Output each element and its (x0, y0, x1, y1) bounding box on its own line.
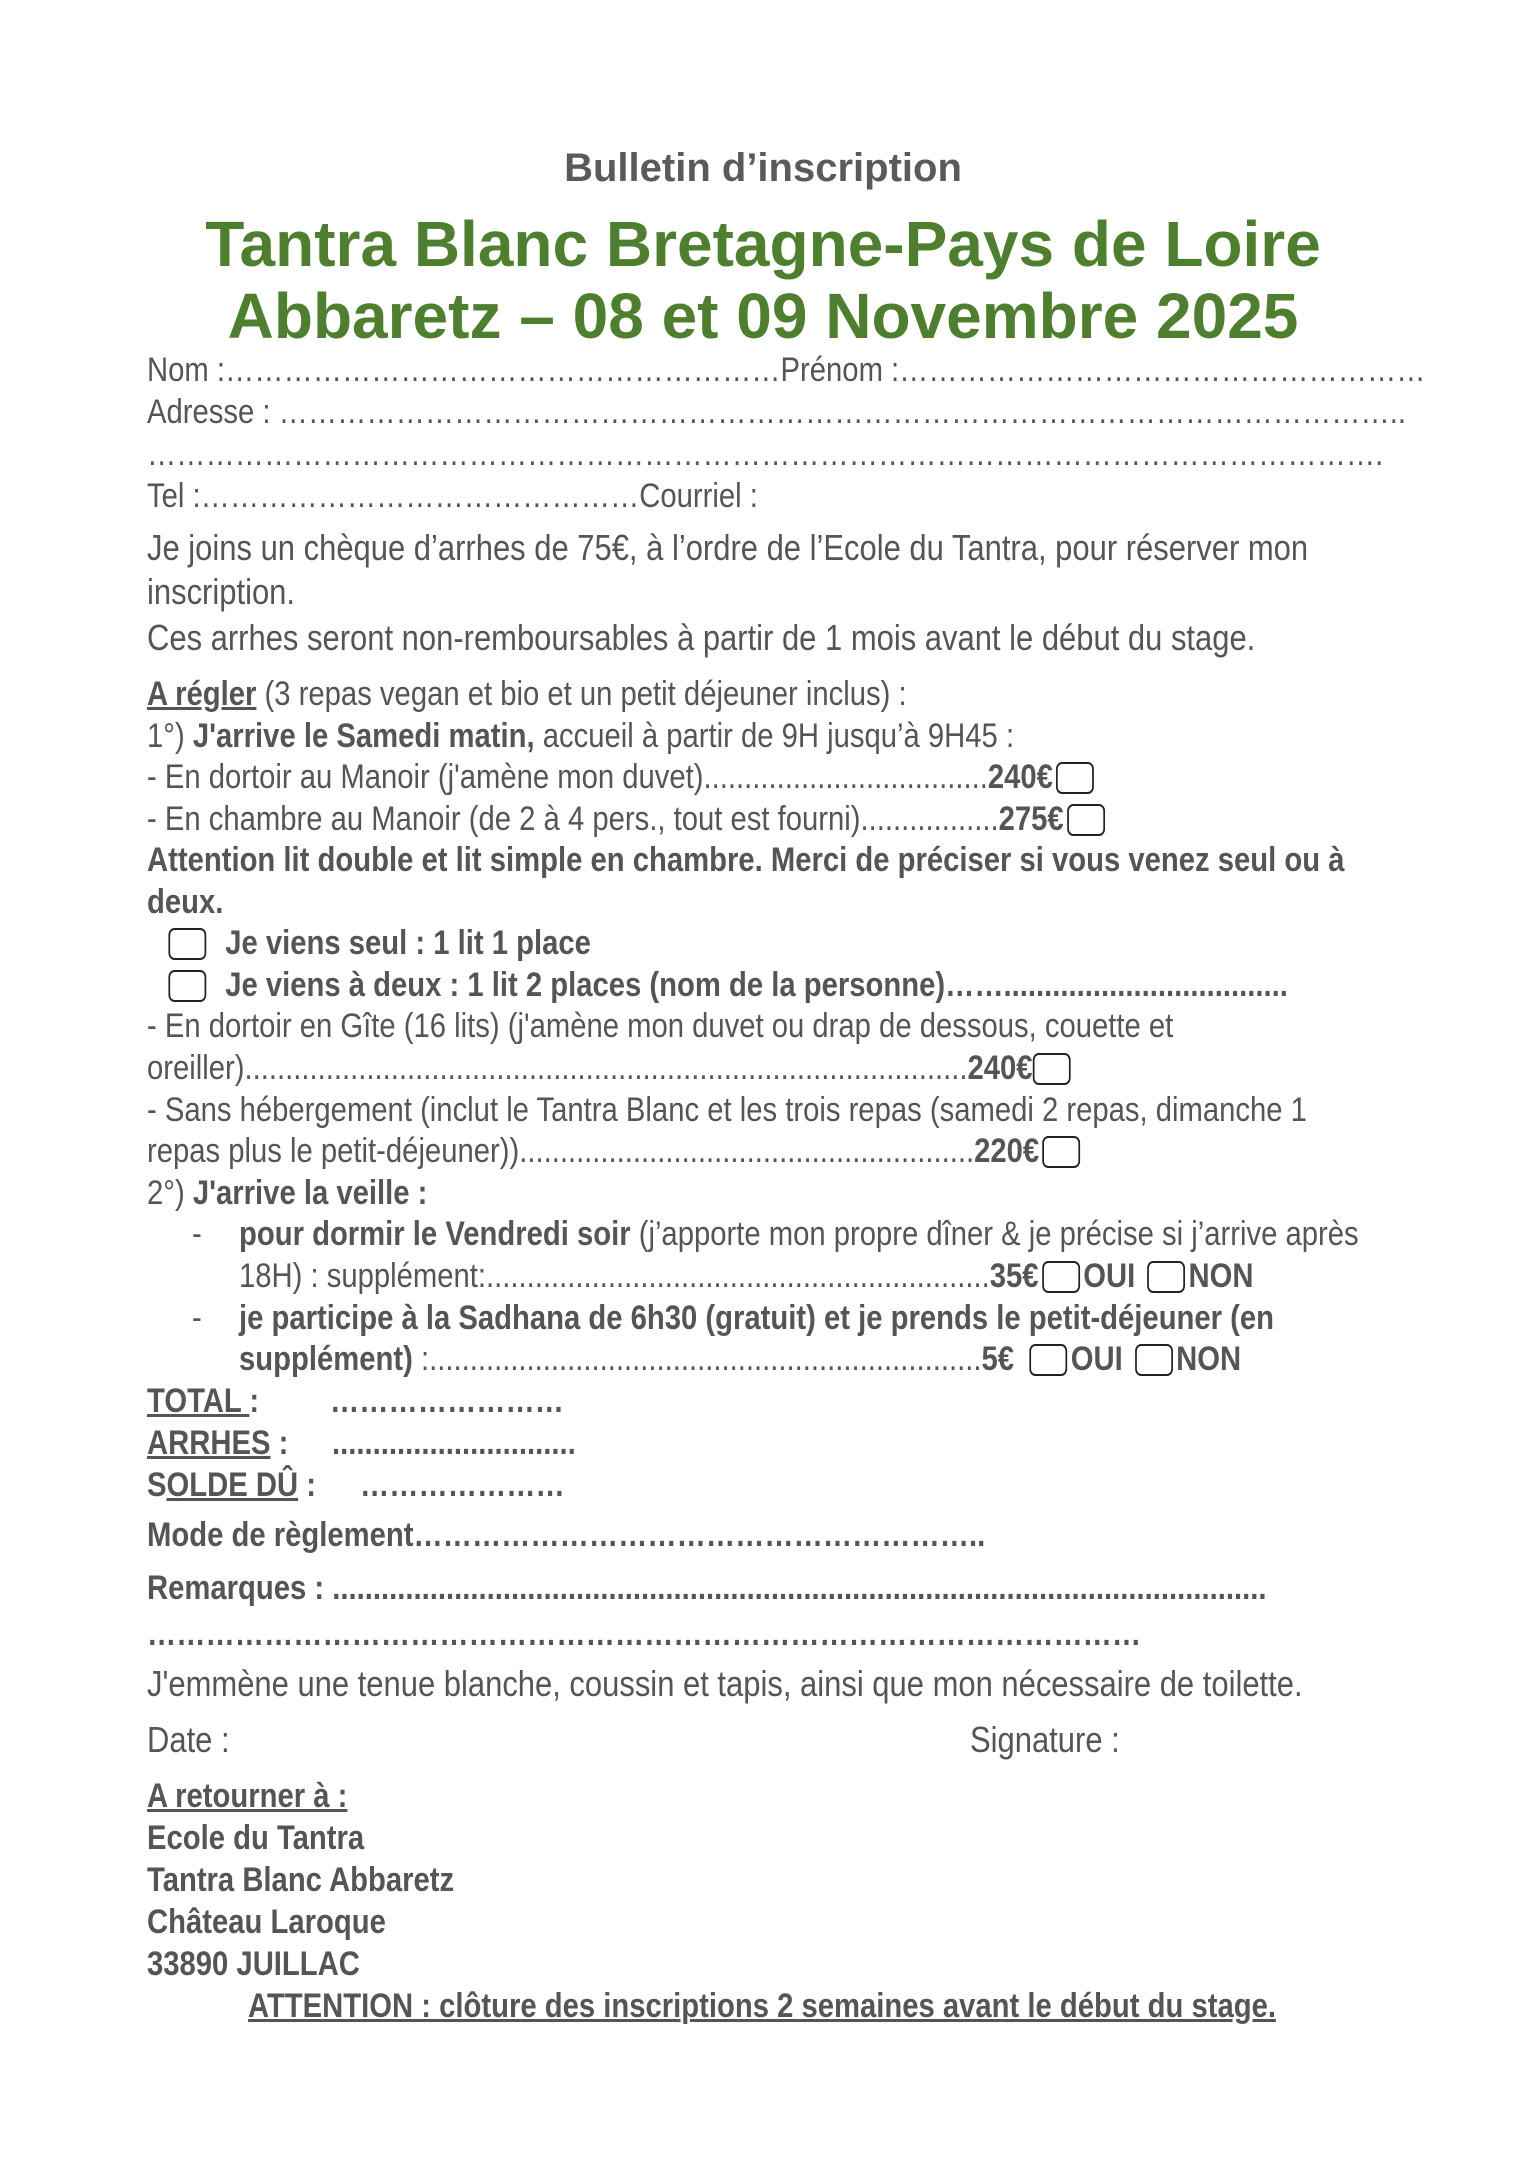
total-colon: : (249, 1382, 260, 1420)
section1-number: 1°) (147, 717, 193, 755)
arrhes-label: ARRHES (147, 1424, 271, 1462)
checkbox-sadhana-non[interactable] (1135, 1344, 1173, 1376)
intro-line-3: Ces arrhes seront non-remboursables à partir de 1 mois avant le début du stage. (147, 617, 1256, 658)
veille-oui-label: OUI (1083, 1257, 1136, 1295)
retour-line-3: Château Laroque (147, 1903, 386, 1941)
veille-price: 35€ (989, 1257, 1039, 1295)
intro-line-1: Je joins un chèque d’arrhes de 75€, à l’ordre de l’Ecole du Tantra, pour réserver mon (147, 527, 1309, 568)
tel-courriel-line: Tel :………………………………………Courriel : (147, 477, 758, 515)
checkbox-seul[interactable] (168, 928, 206, 960)
section2-title (147, 1173, 427, 1213)
a-regler-label: A régler (147, 675, 257, 713)
form-subtitle: Bulletin d’inscription (564, 146, 962, 190)
solde-label: OLDE DÛ (166, 1466, 299, 1504)
section1-bold: J'arrive le Samedi matin, (192, 717, 535, 755)
event-title-line2: Abbaretz – 08 et 09 Novembre 2025 (227, 280, 1299, 352)
option-chambre-manoir-label: - En chambre au Manoir (de 2 à 4 pers., tout est fourni)................. (147, 800, 999, 838)
total-label: TOTAL (147, 1382, 250, 1420)
option-deux-label: Je viens à deux : 1 lit 2 places (nom de la personne)……................................... (225, 966, 1288, 1004)
solde-row (147, 1465, 316, 1505)
retour-line-1: Ecole du Tantra (147, 1819, 365, 1857)
adresse-line-2: ………………………………………………………………………………………………………………. (147, 435, 1384, 473)
pricing-heading (147, 674, 907, 714)
checkbox-chambre-manoir[interactable] (1067, 804, 1105, 836)
option-gite-label: oreiller)......................................................................................... (147, 1049, 968, 1087)
mode-reglement: Mode de règlement………………………………………………….. (147, 1516, 986, 1554)
option-sans-line1: - Sans hébergement (inclut le Tantra Blanc et les trois repas (samedi 2 repas, dimanche 1 (147, 1091, 1307, 1129)
retour-line-4: 33890 JUILLAC (147, 1945, 360, 1983)
veille-line1 (239, 1214, 1359, 1254)
checkbox-veille-non[interactable] (1147, 1261, 1185, 1293)
veille-rest: (j’apporte mon propre dîner & je précise si j’arrive après (630, 1215, 1359, 1253)
sadhana-line1: je participe à la Sadhana de 6h30 (gratuit) et je prends le petit-déjeuner (en (239, 1299, 1275, 1337)
option-sans-label: repas plus le petit-déjeuner))........................................................ (147, 1132, 975, 1170)
sadhana-line2 (239, 1339, 1241, 1379)
checkbox-veille-oui[interactable] (1042, 1261, 1080, 1293)
option-gite-price: 240€ (967, 1049, 1033, 1087)
sadhana-bullet: - (192, 1299, 202, 1337)
total-dots: …………………… (330, 1382, 564, 1420)
signature-label: Signature : (970, 1719, 1120, 1760)
retour-heading: A retourner à : (147, 1777, 348, 1815)
attention-line-2: deux. (147, 883, 224, 921)
intro-line-2: inscription. (147, 571, 295, 612)
arrhes-row (147, 1423, 288, 1463)
section2-bold: J'arrive la veille : (192, 1174, 428, 1212)
a-regler-note: (3 repas vegan et bio et un petit déjeuner inclus) : (256, 675, 907, 713)
sadhana-price: 5€ (981, 1340, 1015, 1378)
sadhana-rest: :.................................................................... (412, 1340, 982, 1378)
option-dortoir-manoir-price: 240€ (987, 758, 1053, 796)
option-sans-line2 (147, 1131, 1084, 1171)
veille-bold: pour dormir le Vendredi soir (239, 1215, 631, 1253)
sadhana-oui-label: OUI (1070, 1340, 1123, 1378)
event-title-line1: Tantra Blanc Bretagne-Pays de Loire (205, 208, 1321, 280)
option-seul-label: Je viens seul : 1 lit 1 place (225, 924, 591, 962)
option-deux (165, 965, 1288, 1005)
option-chambre-manoir-price: 275€ (998, 800, 1064, 838)
option-dortoir-manoir-label: - En dortoir au Manoir (j'amène mon duvet)................................... (147, 758, 988, 796)
option-sans-price: 220€ (974, 1132, 1040, 1170)
attention-line-1: Attention lit double et lit simple en chambre. Merci de préciser si vous venez seul ou à (147, 841, 1345, 879)
veille-bullet: - (192, 1215, 202, 1253)
adresse-line: Adresse : …………………………………………………………………………………………………….. (147, 393, 1407, 431)
checkbox-sans-hebergement[interactable] (1043, 1136, 1081, 1168)
nom-prenom-line: Nom :…………………………………………………Prénom :……………………………………………… (147, 351, 1426, 389)
sadhana-bold: supplément) (239, 1340, 413, 1378)
checkbox-sadhana-oui[interactable] (1030, 1344, 1068, 1376)
remarques-line2: ………………………………………………………………………………………… (147, 1615, 1142, 1653)
event-title (0, 208, 1526, 352)
remarques: Remarques : ................................................................................................................... (147, 1569, 1267, 1607)
section1-rest: accueil à partir de 9H jusqu’à 9H45 : (534, 717, 1015, 755)
veille-non-label: NON (1188, 1257, 1254, 1295)
veille-supplement-label: 18H) : supplément:.............................................................. (239, 1257, 990, 1295)
solde-dots: ………………… (360, 1466, 565, 1504)
date-label: Date : (147, 1719, 230, 1760)
emmene-text: J'emmène une tenue blanche, coussin et tapis, ainsi que mon nécessaire de toilette. (147, 1663, 1303, 1704)
option-dortoir-manoir (147, 757, 1098, 797)
checkbox-gite[interactable] (1033, 1053, 1071, 1085)
total-row (147, 1381, 259, 1421)
option-chambre-manoir (147, 799, 1108, 839)
checkbox-deux[interactable] (168, 970, 206, 1002)
option-seul (165, 923, 591, 963)
sadhana-non-label: NON (1176, 1340, 1242, 1378)
solde-colon: : (298, 1466, 316, 1504)
attention-final: ATTENTION : clôture des inscriptions 2 semaines avant le début du stage. (248, 1987, 1276, 2025)
veille-line2 (239, 1256, 1254, 1296)
section2-number: 2°) (147, 1174, 193, 1212)
option-gite-line2 (147, 1048, 1074, 1088)
section1-title (147, 716, 1014, 756)
option-gite-line1: - En dortoir en Gîte (16 lits) (j'amène mon duvet ou drap de dessous, couette et (147, 1007, 1174, 1045)
retour-line-2: Tantra Blanc Abbaretz (147, 1861, 455, 1899)
arrhes-colon: : (270, 1424, 289, 1462)
checkbox-dortoir-manoir[interactable] (1056, 762, 1094, 794)
arrhes-dots: .............................. (332, 1424, 576, 1462)
solde-initial: S (147, 1466, 167, 1504)
